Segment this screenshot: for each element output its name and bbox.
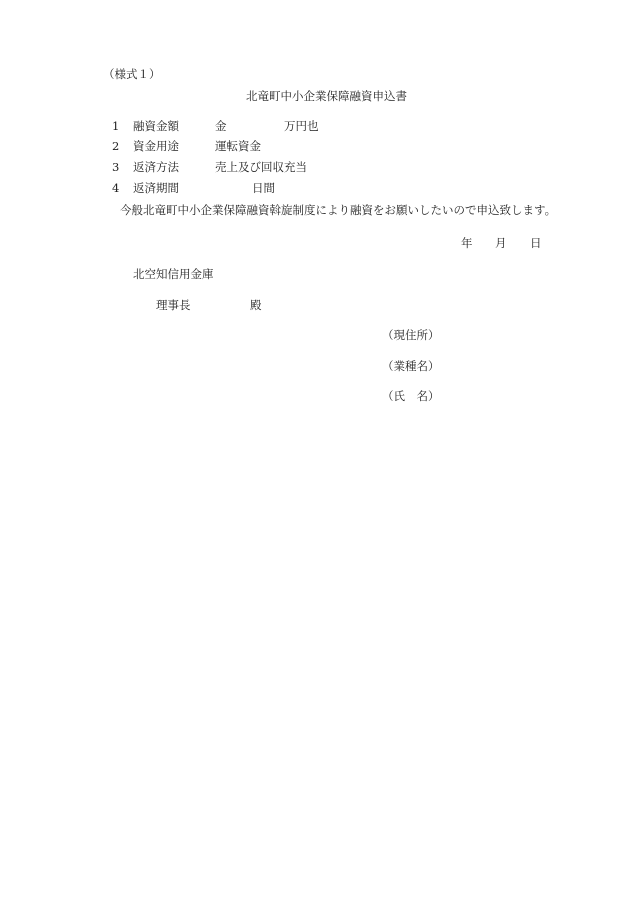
applicant-address-label: （現住所） — [382, 328, 440, 342]
item-number: 3 — [112, 160, 120, 174]
item-unit: 日間 — [252, 181, 275, 195]
item-number: 2 — [112, 139, 120, 153]
date-year-label: 年 — [461, 236, 473, 250]
application-statement: 今般北竜町中小企業保障融資斡旋制度により融資をお願いしたいので申込致します。 — [120, 203, 557, 217]
addressee-organization: 北空知信用金庫 — [133, 267, 214, 281]
addressee-title: 理事長 — [156, 298, 191, 312]
item-value: 売上及び回収充当 — [215, 160, 307, 174]
applicant-name-label: （氏 名） — [382, 389, 440, 403]
item-number: 1 — [112, 119, 120, 133]
addressee-honorific: 殿 — [250, 298, 262, 312]
item-value: 金 — [215, 119, 227, 133]
item-unit: 万円也 — [284, 119, 319, 133]
item-label: 返済期間 — [133, 181, 179, 195]
item-label: 資金用途 — [133, 139, 179, 153]
applicant-business-label: （業種名） — [382, 359, 440, 373]
item-label: 返済方法 — [133, 160, 179, 174]
item-value: 運転資金 — [215, 139, 261, 153]
form-number-label: （様式１） — [103, 67, 161, 81]
item-number: 4 — [112, 181, 120, 195]
date-month-label: 月 — [495, 236, 507, 250]
page-title: 北竜町中小企業保障融資申込書 — [246, 89, 407, 103]
item-label: 融資金額 — [133, 119, 179, 133]
date-day-label: 日 — [530, 236, 542, 250]
